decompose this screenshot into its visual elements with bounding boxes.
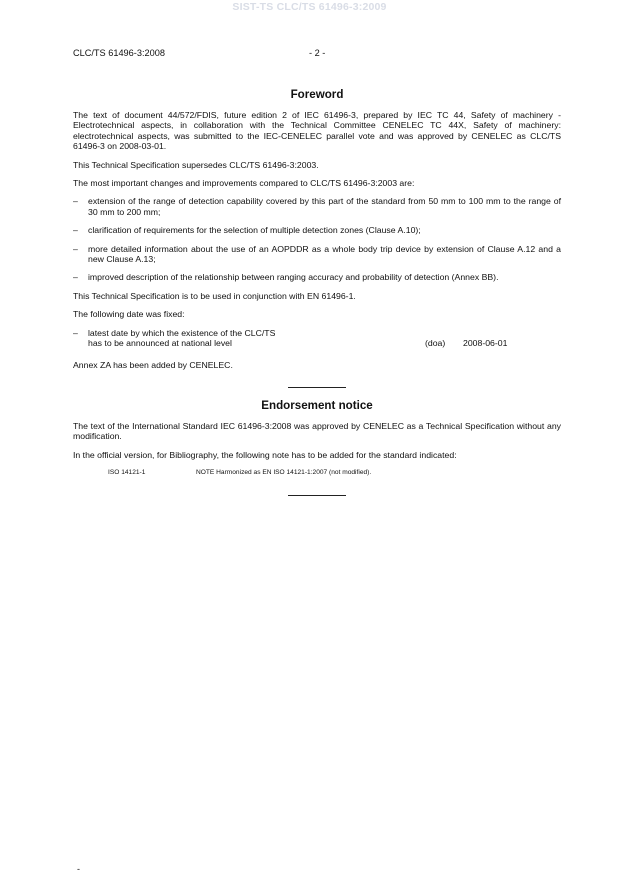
foreword-paragraph-2: This Technical Specification supersedes CLC/TS 61496-3:2003.	[73, 159, 319, 170]
endorsement-paragraph-2: In the official version, for Bibliography, the following note has to be added for the standard indicated:	[73, 449, 457, 460]
foreword-paragraph-1: The text of document 44/572/FDIS, future edition 2 of IEC 61496-3, prepared by IEC TC 44, Safety of machinery - Electrotechnical aspects, in collaboration with the Technical Committee CENELEC TC 44X, Safety of machinery: electrotechnical aspects, was submitted to the IEC-CENELEC parallel vote and was approved by CENELEC as CLC/TS 61496-3 on 2008-03-01.	[73, 110, 561, 152]
date-item	[73, 328, 561, 349]
endorsement-paragraph-1: The text of the International Standard IEC 61496-3:2008 was approved by CENELEC as a Technical Specification without any modification.	[73, 420, 561, 442]
foreword-paragraph-3: The most important changes and improvements compared to CLC/TS 61496-3:2003 are:	[73, 178, 415, 189]
dash-bullet: –	[73, 327, 78, 338]
dash-bullet: –	[73, 196, 78, 207]
date-item-description-cont: has to be announced at national level	[88, 338, 232, 349]
document-body	[73, 88, 561, 496]
footer-mark: -	[77, 864, 80, 874]
change-item	[73, 244, 561, 265]
change-item	[73, 272, 561, 282]
change-item	[73, 225, 561, 235]
bibliography-note	[73, 468, 561, 478]
dash-bullet: –	[73, 225, 78, 236]
foreword-paragraph-4: This Technical Specification is to be used in conjunction with EN 61496-1.	[73, 290, 356, 301]
watermark: SIST-TS CLC/TS 61496-3:2009	[232, 1, 387, 13]
dash-bullet: –	[73, 243, 78, 254]
foreword-paragraph-5: The following date was fixed:	[73, 309, 185, 320]
date-item-description: latest date by which the existence of the CLC/TS	[88, 327, 276, 338]
date-item-line-2	[88, 338, 561, 348]
change-item-text: clarification of requirements for the selection of multiple detection zones (Clause A.10);	[88, 225, 421, 236]
foreword-title: Foreword	[290, 88, 344, 101]
end-separator	[288, 495, 346, 496]
foreword-paragraph-6: Annex ZA has been added by CENELEC.	[73, 360, 233, 371]
change-item-text: improved description of the relationship between ranging accuracy and probability of detection (Annex BB).	[88, 272, 499, 283]
change-item-text: more detailed information about the use of an AOPDDR as a whole body trip device by extension of Clause A.12 and a new Clause A.13;	[88, 243, 561, 265]
section-separator	[288, 387, 346, 388]
dash-bullet: –	[73, 272, 78, 283]
note-reference: ISO 14121-1	[108, 469, 146, 477]
header-page-number: - 2 -	[309, 48, 326, 58]
note-text: NOTE Harmonized as EN ISO 14121-1:2007 (not modified).	[196, 469, 372, 477]
header-document-id: CLC/TS 61496-3:2008	[73, 48, 165, 58]
endorsement-title: Endorsement notice	[261, 398, 373, 412]
date-item-code: (doa)	[425, 338, 446, 349]
change-item	[73, 196, 561, 217]
date-item-line-1	[88, 328, 561, 338]
date-item-date: 2008-06-01	[463, 338, 508, 349]
change-item-text: extension of the range of detection capability covered by this part of the standard from 50 mm to 100 mm to the range of 30 mm to 200 mm;	[88, 196, 561, 217]
